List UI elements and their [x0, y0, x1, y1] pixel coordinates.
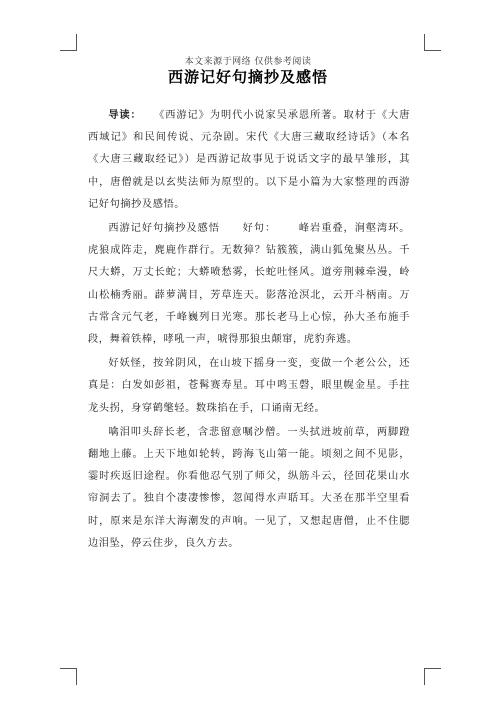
crop-mark-top-right — [424, 34, 441, 51]
crop-mark-bottom-right — [424, 668, 441, 685]
body-paragraph-3: 噙泪叩头辞长老，含悲留意嘱沙僧。一头拭迸坡前草，两脚蹬翻地上藤。上天下地如轮转，跨海飞山第一能。顷刻之间不见影，霎时疾返旧途程。你看他忍气别了师父，纵筋斗云，径回花果山水帘洞去了。独自个凄凄惨惨，忽闻得水声聒耳。大圣在那半空里看时，原来是东洋大海潮发的声响。一见了，又想起唐僧，止不住腮边泪坠，停云住步，良久方去。 — [88, 426, 410, 549]
article-body — [88, 104, 410, 555]
intro-paragraph — [88, 104, 410, 216]
body-paragraph-1 — [88, 218, 410, 351]
good-sentence-label: 好句： — [242, 223, 277, 235]
body-paragraph-1-text: 峰岩重叠，涧壑湾环。虎狼成阵走，麂鹿作群行。无数獐？钻簇簇，满山狐兔聚丛丛。千尺大蟒，万丈长蛇；大蟒喷愁雾，长蛇吐怪风。道旁荆棘牵漫，岭山松楠秀丽。薜萝满目，芳草连天。影落沧溟北，云开斗柄南。万古常含元气老，千峰巍列日光寒。那长老马上心惊，孙大圣布施手段，舞着铁棒，哮吼一声，唬得那狼虫颠窜，虎豹奔逃。 — [88, 223, 411, 346]
crop-mark-top-left — [60, 34, 77, 51]
body-paragraph-2: 好妖怪，按耸阴风，在山坡下摇身一变，变做一个老公公，还真是：白发如彭祖，苍髯赛寿星。耳中鸣玉磬，眼里幌金星。手拄龙头拐，身穿鹤氅轻。数珠掐在手，口诵南无经。 — [88, 358, 410, 414]
section-title: 西游记好句摘抄及感悟 — [108, 223, 220, 235]
crop-mark-bottom-left — [60, 668, 77, 685]
source-note: 本文来源于网络 仅供参考阅读 — [184, 57, 312, 67]
page-title: 西游记好句摘抄及感悟 — [167, 68, 328, 86]
intro-label: 导读： — [108, 109, 142, 121]
intro-text: 《西游记》为明代小说家吴承恩所著。取材于《大唐西域记》和民间传说、元杂剧。宋代《大唐三藏取经诗话》（本名《大唐三藏取经记》）是西游记故事见于说话文字的最早雏形，其中，唐僧就是以玄奘法师为原型的。以下是小篇为大家整理的西游记好句摘抄及感悟。 — [88, 110, 410, 210]
